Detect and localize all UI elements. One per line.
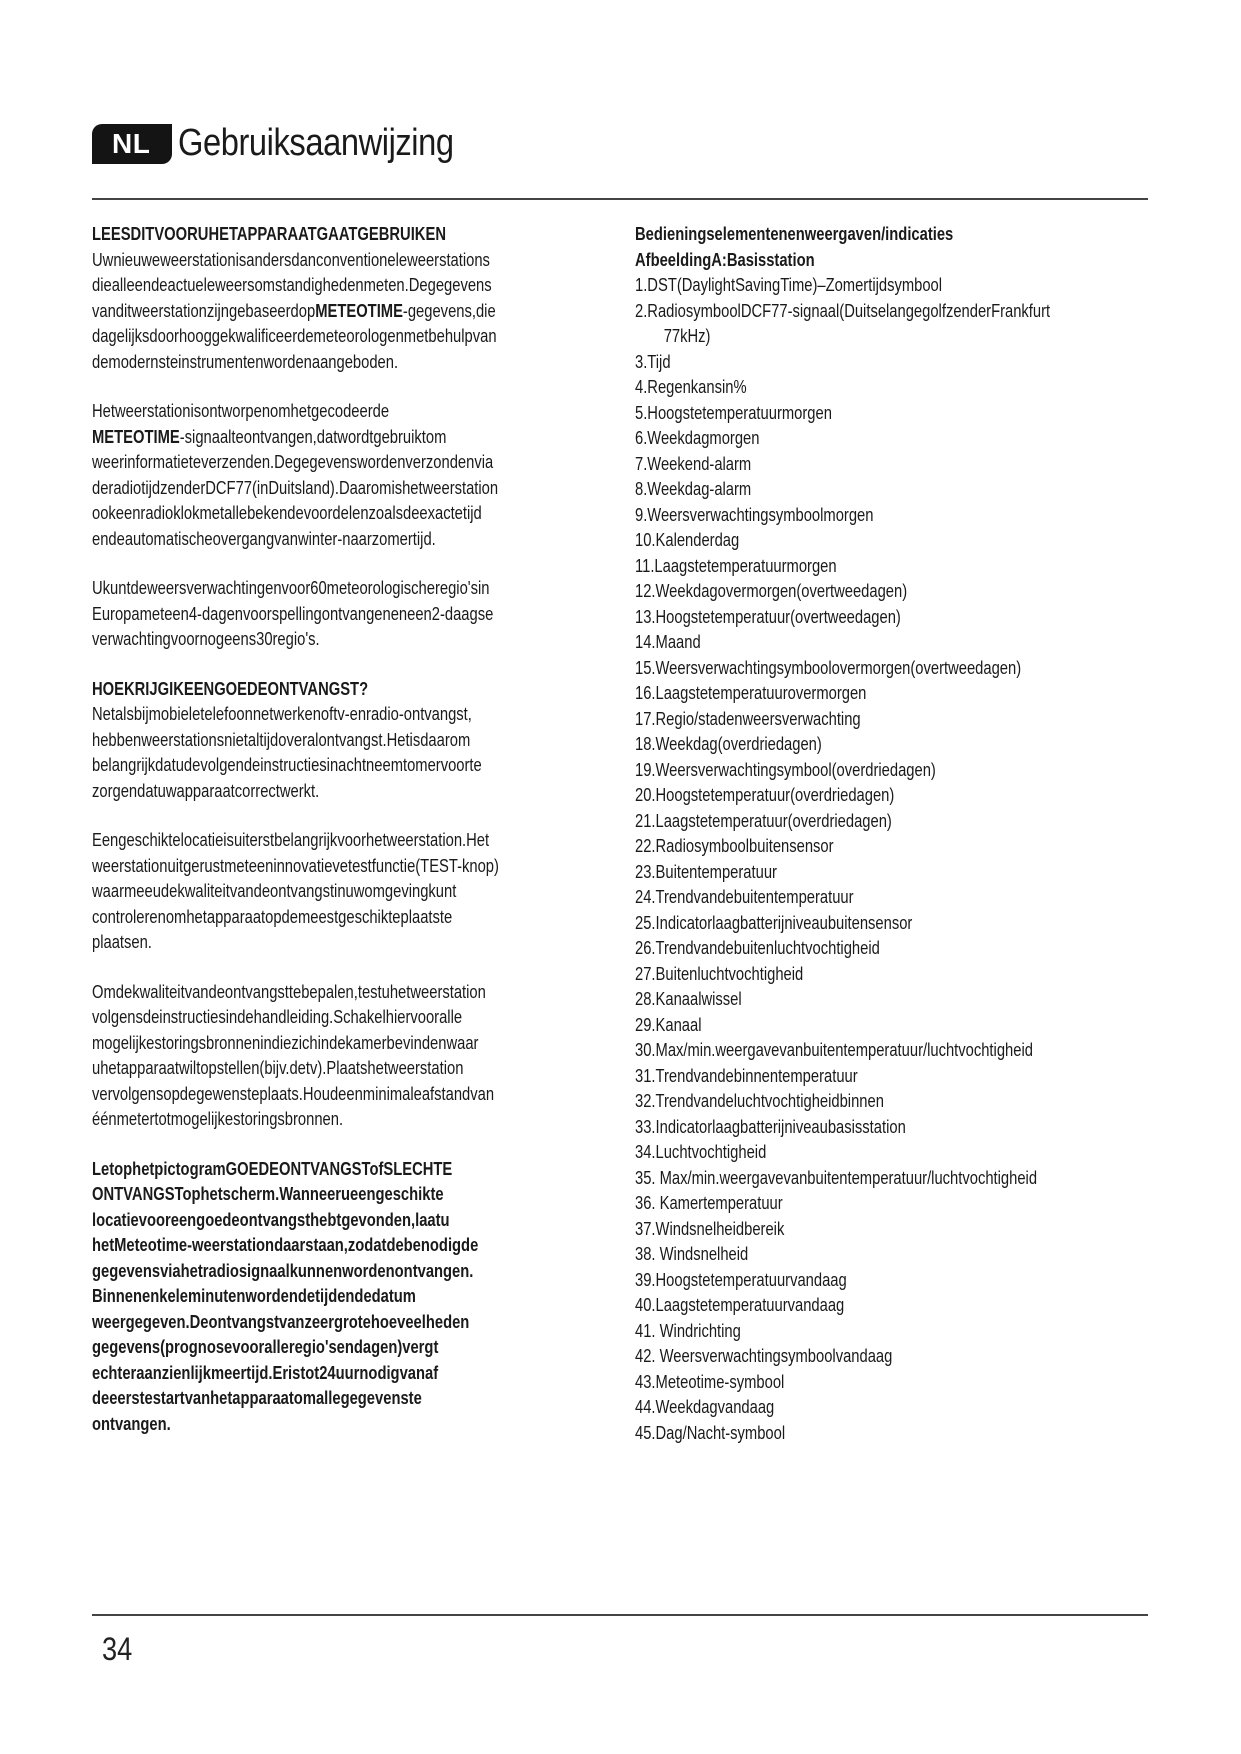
list-item: 30.Max/min.weergavevanbuitentemperatuur/luchtvochtigheid xyxy=(635,1040,1033,1060)
list-item: 23.Buitentemperatuur xyxy=(635,861,777,882)
paragraph-intro: Uwnieuweweerstationisandersdanconventioneleweerstations diealleendeactueleweersomstandighedenmeten.Degegevens vanditweerstationzijngebaseerdopMETEOTIME-gegevens,die dagelijksdoorhooggekwalificeerdemeteorologenmetbehulpvan demodernsteinstrumentenwordenaangeboden. xyxy=(92,249,497,372)
list-item: 1.DST(DaylightSavingTime)–Zomertijdsymbool xyxy=(635,275,943,295)
top-divider xyxy=(92,198,1148,200)
list-item: 40.Laagstetemperatuurvandaag xyxy=(635,1295,845,1315)
list-item: 22.Radiosymboolbuitensensor xyxy=(635,836,834,856)
list-item: 32.Trendvandeluchtvochtigheidbinnen xyxy=(635,1091,884,1111)
list-item: 45.Dag/Nacht-symbool xyxy=(635,1422,786,1443)
list-item: 14.Maand xyxy=(635,632,701,652)
list-item: 19.Weersverwachtingsymbool(overdriedagen) xyxy=(635,759,936,780)
list-item: 4.Regenkansin% xyxy=(635,377,747,397)
list-item: 6.Weekdagmorgen xyxy=(635,428,760,448)
list-item: 77kHz) xyxy=(663,326,711,346)
list-item: 3.Tijd xyxy=(635,351,671,372)
list-item: 33.Indicatorlaagbatterijniveaubasisstation xyxy=(635,1116,906,1137)
list-item: 21.Laagstetemperatuur(overdriedagen) xyxy=(635,810,892,831)
list-item: 38. Windsnelheid xyxy=(635,1244,749,1264)
list-item: 17.Regio/stadenweersverwachting xyxy=(635,708,861,729)
paragraph-location: Eengeschiktelocatieisuiterstbelangrijkvoorhetweerstation.Het weerstationuitgerustmeteeninnovatievetestfunctie(TEST-knop) waarmeeudekwaliteitvandeontvangstinuwomgevingkunt controlerenomhetapparaatopdemeestgeschikteplaatste plaatsen. xyxy=(92,830,499,952)
paragraph-signal: Hetweerstationisontworpenomhetgecodeerde METEOTIME-signaalteontvangen,datwordtgebruiktom weerinformatieteverzenden.Degegevenswordenverzondenvia deradiotijdzenderDCF77(inDuitsland).Daaromishetweerstation ookeenradioklokmetallebekendevoordelenzoalsdeexactetijd endeautomatischeovergangvanwinter-naarzomertijd. xyxy=(92,401,499,549)
page-number: 34 xyxy=(102,1631,133,1667)
list-item: 27.Buitenluchtvochtigheid xyxy=(635,963,804,984)
list-item: 35. Max/min.weergavevanbuitentemperatuur/luchtvochtigheid xyxy=(635,1167,1038,1188)
list-item: 2.RadiosymboolDCF77-signaal(DuitselangegolfzenderFrankfurt xyxy=(635,300,1051,321)
list-item: 20.Hoogstetemperatuur(overdriedagen) xyxy=(635,785,895,805)
right-column xyxy=(635,222,1155,1446)
paragraph-test: Omdekwaliteitvandeontvangsttebepalen,testuhetweerstation volgensdeinstructiesindehandleiding.Schakelhiervooralle mogelijkestoringsbronnenindiezichindekamerbevindenwaar uhetapparaatwiltopstellen(bijv.detv).Plaatshetweerstation vervolgensopdegewensteplaats.Houdeenminimaleafstandvan éénmetertotmogelijkestoringsbronnen. xyxy=(92,981,495,1129)
list-item: 24.Trendvandebuitentemperatuur xyxy=(635,887,854,907)
left-column xyxy=(92,222,592,1461)
language-badge: NL xyxy=(92,124,172,164)
section-heading-figure-a: AfbeeldingA:Basisstation xyxy=(635,249,815,270)
controls-list xyxy=(635,273,1155,1446)
list-item: 15.Weersverwachtingsymboolovermorgen(overtweedagen) xyxy=(635,657,1022,678)
list-item: 41. Windrichting xyxy=(635,1320,741,1341)
list-item: 29.Kanaal xyxy=(635,1014,702,1035)
list-item: 26.Trendvandebuitenluchtvochtigheid xyxy=(635,938,880,958)
section-heading-reception: HOEKRIJGIKEENGOEDEONTVANGST? xyxy=(92,678,369,699)
list-item: 8.Weekdag-alarm xyxy=(635,479,752,499)
section-heading-read-first: LEESDITVOORUHETAPPARAATGAATGEBRUIKEN xyxy=(92,224,446,244)
list-item: 37.Windsnelheidbereik xyxy=(635,1218,785,1239)
paragraph-regions: Ukuntdeweersverwachtingenvoor60meteorologischeregio'sin Europameteen4-dagenvoorspellingontvangeneneen2-daagse verwachtingvoornogeens30regio's. xyxy=(92,578,494,649)
list-item: 43.Meteotime-symbool xyxy=(635,1371,785,1392)
list-item: 18.Weekdag(overdriedagen) xyxy=(635,734,822,754)
paragraph-attention: LetophetpictogramGOEDEONTVANGSTofSLECHTE ONTVANGSTophetscherm.Wanneerueengeschikte locatievooreengoedeontvangsthebtgevonden,laatu hetMeteotime-weerstationdaarstaan,zodatdebenodigde gegevensviahetradiosignaalkunnenwordenontvangen. Binnenenkeleminutenwordendetijdendedatum weergegeven.Deontvangstvanzeergrotehoeveelheden gegevens(prognosevooralleregio'sendagen)vergt echteraanzienlijkmeertijd.Eristot24uurnodigvanaf deeerstestartvanhetapparaatomallegegevenste ontvangen. xyxy=(92,1158,479,1434)
list-item: 11.Laagstetemperatuurmorgen xyxy=(635,555,837,576)
list-item: 12.Weekdagovermorgen(overtweedagen) xyxy=(635,581,908,601)
list-item: 25.Indicatorlaagbatterijniveaubuitensensor xyxy=(635,912,913,933)
list-item: 42. Weersverwachtingsymboolvandaag xyxy=(635,1346,893,1366)
list-item: 5.Hoogstetemperatuurmorgen xyxy=(635,402,832,423)
bottom-divider xyxy=(92,1614,1148,1616)
list-item: 7.Weekend-alarm xyxy=(635,453,752,474)
list-item: 10.Kalenderdag xyxy=(635,530,740,550)
section-heading-controls: Bedieningselementenenweergaven/indicaties xyxy=(635,224,954,244)
list-item: 16.Laagstetemperatuurovermorgen xyxy=(635,683,867,703)
list-item: 36. Kamertemperatuur xyxy=(635,1193,783,1213)
list-item: 31.Trendvandebinnentemperatuur xyxy=(635,1065,858,1086)
list-item: 44.Weekdagvandaag xyxy=(635,1397,775,1417)
paragraph-reception: Netalsbijmobieletelefoonnetwerkenoftv-enradio-ontvangst, hebbenweerstationsnietaltijdoveralontvangst.Hetisdaarom belangrijkdatudevolgendeinstructiesinachtneemtomervoorte zorgendatuwapparaatcorrectwerkt. xyxy=(92,704,482,801)
list-item: 39.Hoogstetemperatuurvandaag xyxy=(635,1269,847,1290)
document-title: Gebruiksaanwijzing xyxy=(178,122,454,164)
list-item: 9.Weersverwachtingsymboolmorgen xyxy=(635,504,874,525)
list-item: 13.Hoogstetemperatuur(overtweedagen) xyxy=(635,606,901,627)
list-item: 28.Kanaalwissel xyxy=(635,989,742,1009)
page-header xyxy=(92,122,499,165)
list-item: 34.Luchtvochtigheid xyxy=(635,1142,767,1162)
